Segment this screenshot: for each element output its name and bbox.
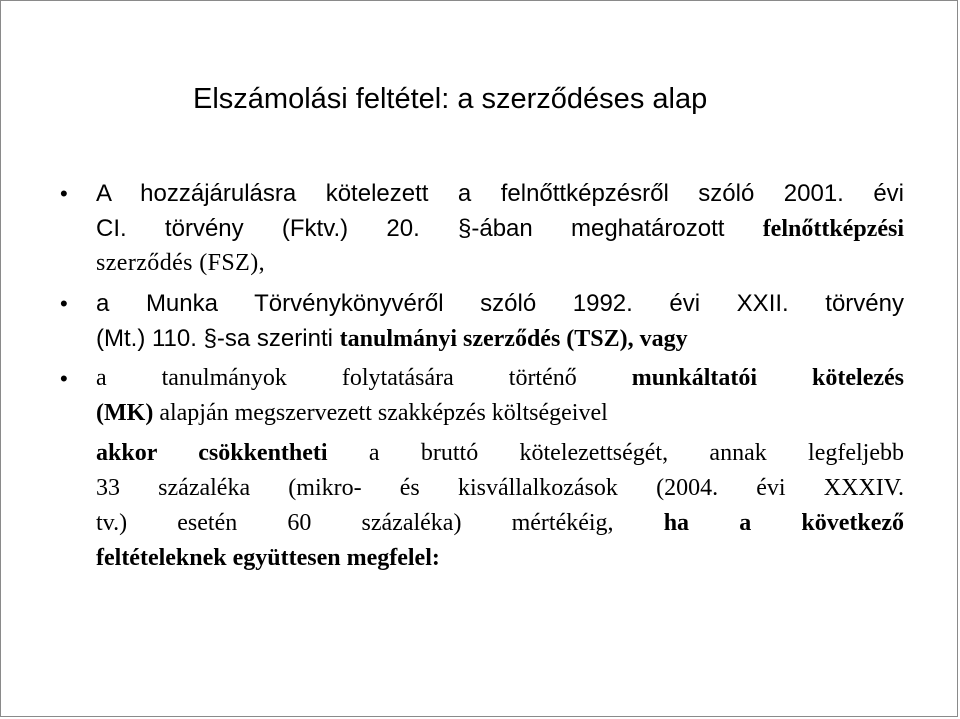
conclusion-bold-lead: akkor csökkentheti — [96, 440, 328, 466]
bullet-1-text-plain: CI. törvény (Fktv.) 20. §-ában meghatározott — [96, 215, 763, 242]
slide-title: Elszámolási feltétel: a szerződéses alap — [193, 83, 708, 115]
bullet-3-line-2 — [96, 396, 904, 431]
bullet-item-tsz — [60, 286, 904, 356]
bullet-2-line-2 — [96, 321, 904, 356]
bullet-item-mk — [60, 361, 904, 431]
bullet-1-text-bold: felnőttképzési — [762, 216, 904, 242]
conclusion-line-3 — [96, 506, 904, 541]
bullet-3-text-plain: a tanulmányok folytatására történő — [96, 365, 632, 391]
bullet-1-line-2 — [96, 211, 904, 246]
conclusion-paragraph — [96, 436, 904, 576]
bullet-icon: • — [60, 181, 68, 206]
bullet-2-text-plain: (Mt.) 110. §-sa szerinti — [96, 325, 340, 352]
conclusion-final-bold: feltételeknek együttesen megfelel: — [96, 545, 440, 571]
conclusion-line-1 — [96, 436, 904, 471]
bullet-icon: • — [60, 366, 68, 391]
conclusion-line-4 — [96, 541, 904, 576]
bullet-3-line-1 — [96, 361, 904, 396]
bullet-2-line-1: a Munka Törvénykönyvéről szóló 1992. évi XXII. törvény — [96, 290, 904, 317]
conclusion-text: a bruttó kötelezettségét, annak legfeljebb — [327, 440, 904, 466]
bullet-2-text-bold: tanulmányi szerződés (TSZ), vagy — [339, 326, 688, 352]
conclusion-text-bold: ha a következő — [663, 510, 904, 536]
bullet-1-line-1: A hozzájárulásra kötelezett a felnőttképzésről szóló 2001. évi — [96, 180, 904, 207]
conclusion-text-plain: tv.) esetén 60 százaléka) mértékéig, — [96, 510, 664, 536]
bullet-3-text-rest: alapján megszervezett szakképzés költségeivel — [153, 400, 608, 426]
slide-body — [60, 176, 904, 576]
bullet-3-text-bold: munkáltatói kötelezés — [631, 365, 904, 391]
bullet-3-abbrev-bold: (MK) — [96, 400, 154, 426]
conclusion-line-2: 33 százaléka (mikro- és kisvállalkozások (2004. évi XXXIV. — [96, 475, 904, 501]
bullet-1-line-3: szerződés (FSZ), — [96, 250, 266, 276]
bullet-item-fsz — [60, 176, 904, 281]
bullet-icon: • — [60, 291, 68, 316]
